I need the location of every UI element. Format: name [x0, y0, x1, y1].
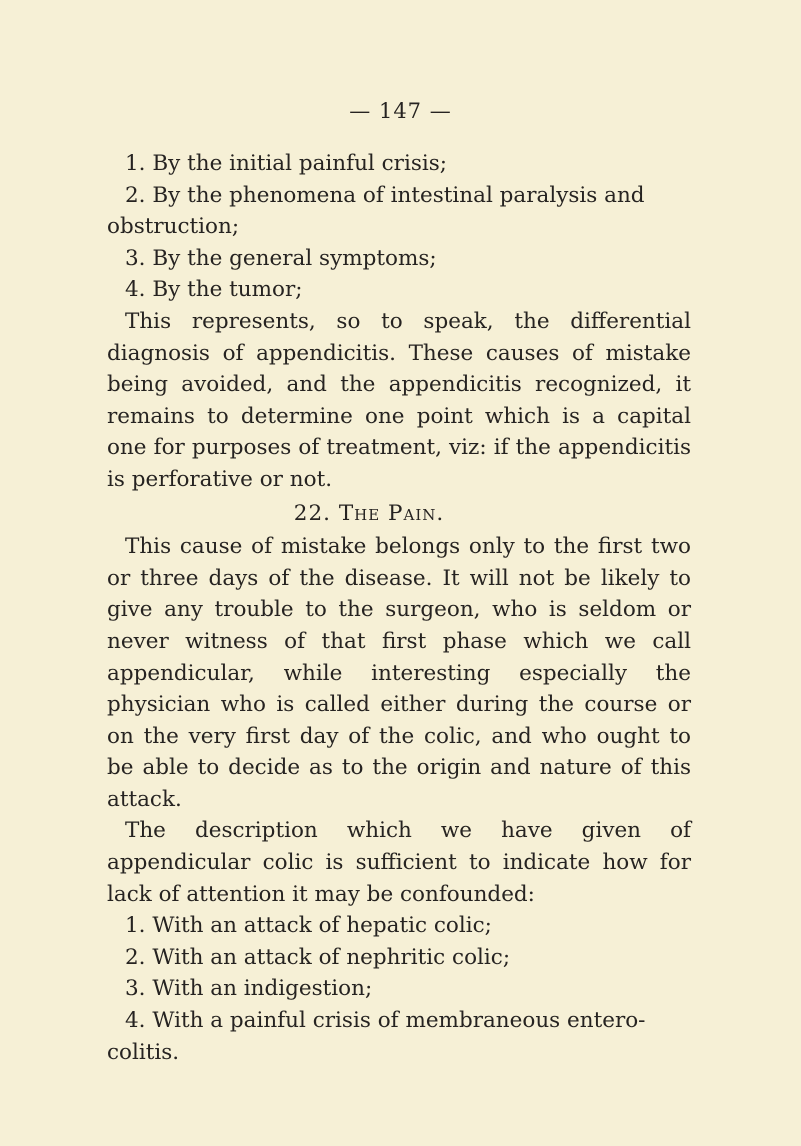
section-heading — [107, 498, 691, 530]
list-item: 4. With a painful crisis of membraneous entero-colitis. — [107, 1008, 646, 1065]
list-item: 1. With an attack of hepatic colic; — [125, 913, 492, 939]
list-item: 1. By the initial painful crisis; — [125, 151, 448, 176]
list-item: 2. With an attack of nephritic colic; — [125, 944, 511, 970]
page-number: — 147 — — [349, 99, 452, 123]
page-body — [107, 148, 691, 1068]
paragraph: The description which we have given of appendicular colic is sufficient to indicate how for lack of attention it may be confounded: — [107, 818, 691, 907]
confusion-list — [107, 910, 691, 1068]
section-title: The Pain. — [338, 500, 445, 526]
list-item: 4. By the tumor; — [125, 277, 303, 303]
list-item: 2. By the phenomena of intestinal paralysis and obstruction; — [107, 182, 645, 240]
paragraph: This cause of mistake belongs only to the first two or three days of the disease. It will not be likely to give any trouble to the surgeon, who is seldom or never witness of that first phase which we call appendicular, while interesting especially the physician who is called either during the course or on the very first day of the colic, and who ought to be able to decide as to the origin and nature of this attack. — [107, 534, 691, 812]
list-item: 3. By the general symptoms; — [125, 245, 437, 271]
diagnosis-list — [107, 148, 691, 306]
list-item: 3. With an indigestion; — [125, 976, 373, 1002]
section-number: 22. — [293, 500, 331, 526]
paragraph: This represents, so to speak, the differential diagnosis of appendicitis. These causes of mistake being avoided, and the appendicitis recognized, it remains to determine one point which is a capital one for purposes of treatment, viz: if the appendicitis is perforative or not. — [107, 308, 691, 492]
